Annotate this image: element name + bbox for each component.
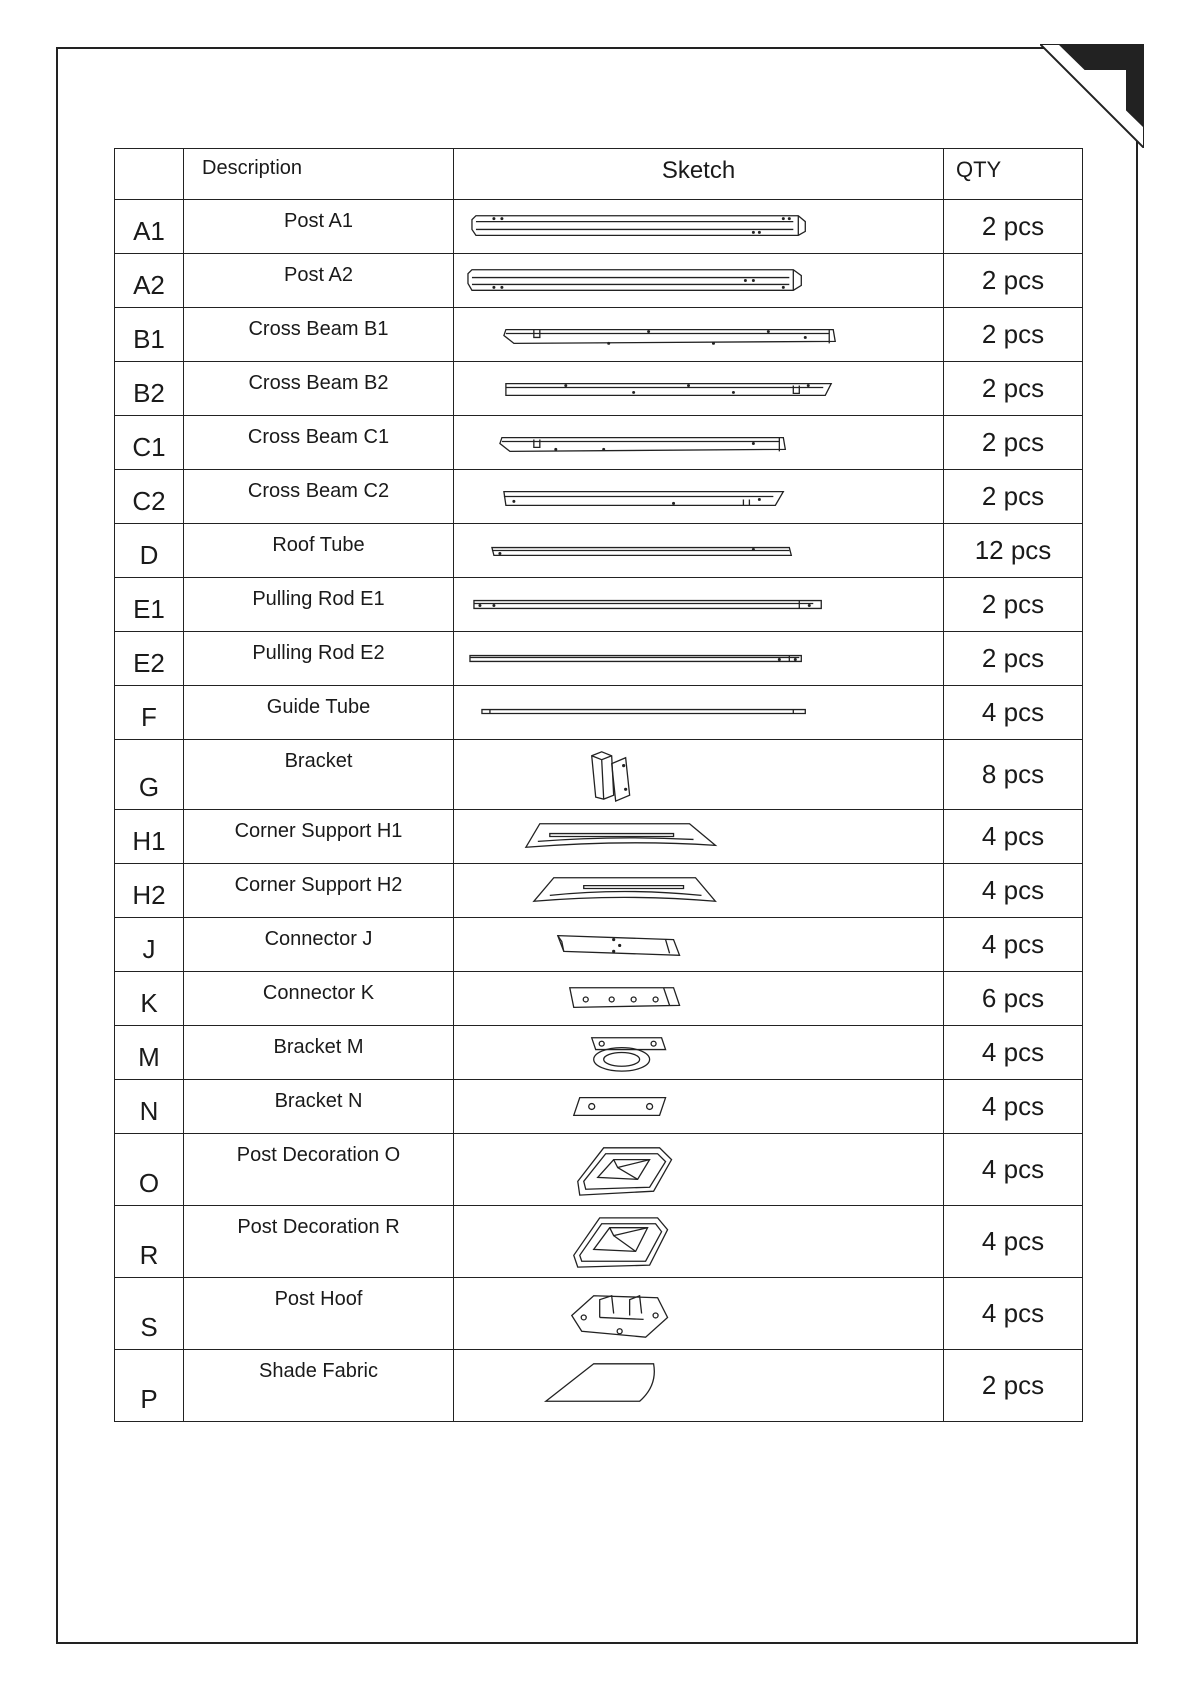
part-description: Post Hoof [184,1278,454,1350]
part-code: A2 [115,254,184,308]
table-row [115,686,1083,740]
part-code: N [115,1080,184,1134]
part-code: K [115,972,184,1026]
part-description: Post A1 [184,200,454,254]
part-qty: 2 pcs [944,200,1083,254]
part-description: Guide Tube [184,686,454,740]
part-sketch [454,362,944,416]
header-code [115,149,184,200]
shade-fabric-icon [454,1350,943,1421]
part-sketch [454,686,944,740]
part-code: C1 [115,416,184,470]
part-code: A1 [115,200,184,254]
part-sketch [454,308,944,362]
table-row [115,254,1083,308]
plate-bracket-icon [454,1080,943,1133]
part-code: D [115,524,184,578]
part-code: R [115,1206,184,1278]
part-code: B1 [115,308,184,362]
part-sketch [454,1080,944,1134]
part-code: S [115,1278,184,1350]
part-qty: 4 pcs [944,1080,1083,1134]
part-description: Cross Beam C1 [184,416,454,470]
table-row [115,1350,1083,1422]
pulling-rod-icon [454,578,943,631]
part-qty: 4 pcs [944,1206,1083,1278]
parts-list-table [114,148,1083,1422]
part-qty: 8 pcs [944,740,1083,810]
part-description: Post A2 [184,254,454,308]
table-row [115,1278,1083,1350]
post-decoration-icon [454,1134,943,1205]
table-row [115,1080,1083,1134]
part-sketch [454,1026,944,1080]
part-description: Bracket N [184,1080,454,1134]
part-sketch [454,524,944,578]
post-hoof-icon [454,1278,943,1349]
part-description: Cross Beam C2 [184,470,454,524]
part-code: E2 [115,632,184,686]
part-sketch [454,416,944,470]
part-description: Roof Tube [184,524,454,578]
post-decoration-icon [454,1206,943,1277]
part-description: Connector K [184,972,454,1026]
part-qty: 4 pcs [944,810,1083,864]
header-qty: QTY [944,149,1083,200]
part-sketch [454,1134,944,1206]
corner-tab-icon [1040,44,1144,148]
part-qty: 4 pcs [944,918,1083,972]
part-code: P [115,1350,184,1422]
part-sketch [454,918,944,972]
part-description: Shade Fabric [184,1350,454,1422]
part-sketch [454,578,944,632]
part-description: Cross Beam B2 [184,362,454,416]
table-row [115,864,1083,918]
table-row [115,362,1083,416]
part-code: C2 [115,470,184,524]
part-code: F [115,686,184,740]
part-sketch [454,1350,944,1422]
table-row [115,632,1083,686]
part-sketch [454,810,944,864]
table-row [115,1206,1083,1278]
table-row [115,308,1083,362]
table-row [115,524,1083,578]
part-description: Pulling Rod E2 [184,632,454,686]
pulling-rod-icon [454,632,943,685]
part-sketch [454,1206,944,1278]
part-sketch [454,972,944,1026]
part-sketch [454,1278,944,1350]
cross-beam-icon [454,470,943,523]
connector-icon [454,918,943,971]
part-qty: 4 pcs [944,1278,1083,1350]
part-qty: 2 pcs [944,578,1083,632]
table-row [115,740,1083,810]
part-qty: 2 pcs [944,254,1083,308]
post-icon [454,200,943,253]
table-header-row [115,149,1083,200]
table-row [115,1026,1083,1080]
connector-icon [454,972,943,1025]
part-code: H1 [115,810,184,864]
part-qty: 12 pcs [944,524,1083,578]
part-qty: 4 pcs [944,1134,1083,1206]
part-description: Pulling Rod E1 [184,578,454,632]
part-code: B2 [115,362,184,416]
part-sketch [454,470,944,524]
post-icon [454,254,943,307]
table-row [115,470,1083,524]
part-qty: 6 pcs [944,972,1083,1026]
part-code: E1 [115,578,184,632]
part-code: M [115,1026,184,1080]
part-sketch [454,254,944,308]
table-row [115,1134,1083,1206]
part-description: Cross Beam B1 [184,308,454,362]
header-sketch: Sketch [454,149,944,200]
ring-bracket-icon [454,1026,943,1079]
part-description: Bracket [184,740,454,810]
cross-beam-icon [454,362,943,415]
part-qty: 4 pcs [944,864,1083,918]
part-sketch [454,200,944,254]
part-qty: 2 pcs [944,308,1083,362]
part-code: G [115,740,184,810]
part-sketch [454,864,944,918]
part-qty: 2 pcs [944,1350,1083,1422]
part-qty: 2 pcs [944,470,1083,524]
part-description: Post Decoration R [184,1206,454,1278]
table-row [115,200,1083,254]
part-qty: 2 pcs [944,362,1083,416]
table-row [115,578,1083,632]
part-description: Connector J [184,918,454,972]
table-row [115,918,1083,972]
cross-beam-icon [454,416,943,469]
part-description: Corner Support H1 [184,810,454,864]
roof-tube-icon [454,524,943,577]
part-qty: 4 pcs [944,686,1083,740]
part-sketch [454,632,944,686]
header-description: Description [184,149,454,200]
part-qty: 2 pcs [944,632,1083,686]
part-qty: 2 pcs [944,416,1083,470]
corner-support-icon [454,864,943,917]
bracket-icon [454,740,943,809]
part-code: O [115,1134,184,1206]
part-code: J [115,918,184,972]
cross-beam-icon [454,308,943,361]
part-description: Corner Support H2 [184,864,454,918]
table-row [115,810,1083,864]
table-row [115,416,1083,470]
part-description: Bracket M [184,1026,454,1080]
part-code: H2 [115,864,184,918]
corner-support-icon [454,810,943,863]
table-row [115,972,1083,1026]
part-qty: 4 pcs [944,1026,1083,1080]
part-sketch [454,740,944,810]
guide-tube-icon [454,686,943,739]
part-description: Post Decoration O [184,1134,454,1206]
